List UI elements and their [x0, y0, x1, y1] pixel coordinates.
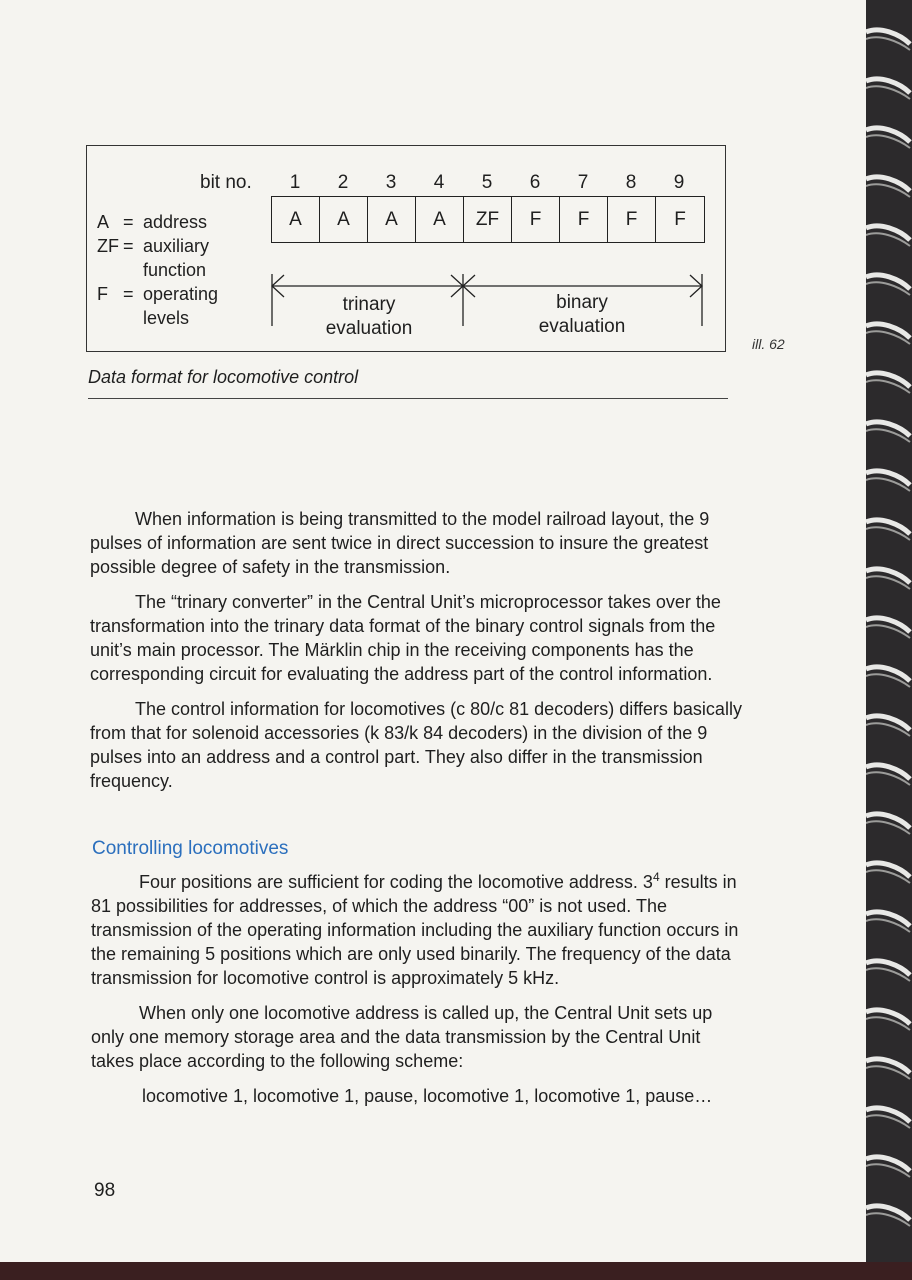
bit-number: 8 — [625, 172, 637, 193]
trinary-evaluation-label — [309, 293, 429, 341]
spiral-coil — [866, 961, 910, 981]
paragraph: When information is being transmitted to the model railroad layout, the 9 pulses of information are sent twice in direct succession to insure the greatest possible degree of safety in the transmission. — [90, 509, 710, 577]
spiral-coil — [866, 1108, 910, 1128]
legend-key: A — [97, 212, 110, 232]
spiral-coil — [866, 814, 910, 834]
spiral-coil — [866, 1059, 910, 1079]
bit-cell: A — [272, 197, 320, 242]
bit-cell: A — [320, 197, 368, 242]
figure-caption: Data format for locomotive control — [88, 367, 359, 387]
binary-evaluation-label — [522, 291, 642, 339]
page-bottom-edge — [0, 1262, 912, 1280]
paragraph: When only one locomotive address is called up, the Central Unit sets up only one memory storage area and the data transmission by the Central Unit takes place according to the following scheme: — [91, 1003, 713, 1071]
legend-text: auxiliary — [143, 236, 210, 256]
superscript: 4 — [652, 870, 660, 884]
spiral-coil — [866, 422, 910, 442]
bit-number: 4 — [433, 172, 445, 193]
spiral-coil — [866, 1206, 910, 1226]
bit-cell: ZF — [464, 197, 512, 242]
legend-key: F — [97, 284, 108, 304]
bit-cell: F — [560, 197, 608, 242]
bit-number-label: bit no. — [200, 172, 252, 193]
trinary-label-line: trinary — [342, 294, 396, 315]
spiral-coil — [866, 373, 910, 393]
binary-label-line: binary — [556, 292, 608, 313]
spiral-coil — [866, 618, 910, 638]
page-number: 98 — [94, 1180, 116, 1201]
spiral-coil — [866, 520, 910, 540]
paragraph: The “trinary converter” in the Central Unit’s microprocessor takes over the transformation into the trinary data format of the binary control signals from the unit’s main processor. The Märklin chip in the receiving components has the corresponding circuit for evaluating the address part of the control information. — [90, 592, 721, 684]
evaluation-label-line: evaluation — [325, 318, 413, 339]
bit-cell: F — [674, 208, 686, 230]
spiral-coil — [866, 716, 910, 736]
legend-text: operating — [143, 284, 219, 304]
bit-number: 3 — [385, 172, 397, 193]
text-run: Four positions are sufficient for coding the locomotive address. 3 — [139, 872, 653, 892]
spiral-coil — [866, 226, 910, 246]
bit-number: 7 — [577, 172, 589, 193]
evaluation-label-line: evaluation — [538, 316, 626, 337]
legend-text: levels — [143, 308, 190, 328]
bit-cell: F — [512, 197, 560, 242]
spiral-coil — [866, 79, 910, 99]
spiral-coil — [866, 569, 910, 589]
spiral-coils — [866, 0, 912, 1262]
paragraph: The control information for locomotives (c 80/c 81 decoders) differs basically from that for solenoid accessories (k 83/k 84 decoders) in the division of the 9 pulses into an address and a control part. They also differ in the transmission frequency. — [90, 699, 742, 791]
spiral-coil — [866, 128, 910, 148]
spiral-coil — [866, 667, 910, 687]
bit-number: 6 — [529, 172, 541, 193]
text-run: results in 81 possibilities for addresses, of which the address “00” is not used. The transmission of the operating information including the auxiliary function occurs in the remaining 5 positions which are only used binarily. The frequency of the data transmission for locomotive control is approximately 5 kHz. — [91, 872, 739, 988]
spiral-coil — [866, 177, 910, 197]
paragraph — [91, 870, 743, 990]
data-format-figure — [86, 145, 726, 352]
legend-key: ZF — [97, 236, 119, 256]
bit-number: 9 — [673, 172, 685, 193]
spiral-coil — [866, 1157, 910, 1177]
bit-number: 1 — [289, 172, 301, 193]
legend-equals: = — [123, 212, 134, 232]
scheme-paragraph: locomotive 1, locomotive 1, pause, locomotive 1, locomotive 1, pause… — [142, 1086, 713, 1106]
spiral-coil — [866, 863, 910, 883]
bit-cell: A — [416, 197, 464, 242]
body-text — [90, 507, 742, 804]
spiral-coil — [866, 471, 910, 491]
section-heading: Controlling locomotives — [92, 838, 289, 859]
bit-number: 5 — [481, 172, 493, 193]
spiral-coil — [866, 324, 910, 344]
spiral-coil — [866, 765, 910, 785]
spiral-coil — [866, 1010, 910, 1030]
legend-text: address — [143, 212, 208, 232]
bit-cell: A — [368, 197, 416, 242]
spiral-coil — [866, 912, 910, 932]
caption-divider — [88, 398, 728, 399]
legend-equals: = — [123, 284, 134, 304]
section-body-text — [91, 870, 743, 1119]
spiral-binding — [866, 0, 912, 1262]
bit-number: 2 — [337, 172, 349, 193]
illustration-reference: ill. 62 — [752, 336, 785, 352]
legend-equals: = — [123, 236, 134, 256]
spiral-coil — [866, 275, 910, 295]
legend-text: function — [143, 260, 207, 280]
bit-cell: F — [608, 197, 656, 242]
spiral-coil — [866, 30, 910, 50]
